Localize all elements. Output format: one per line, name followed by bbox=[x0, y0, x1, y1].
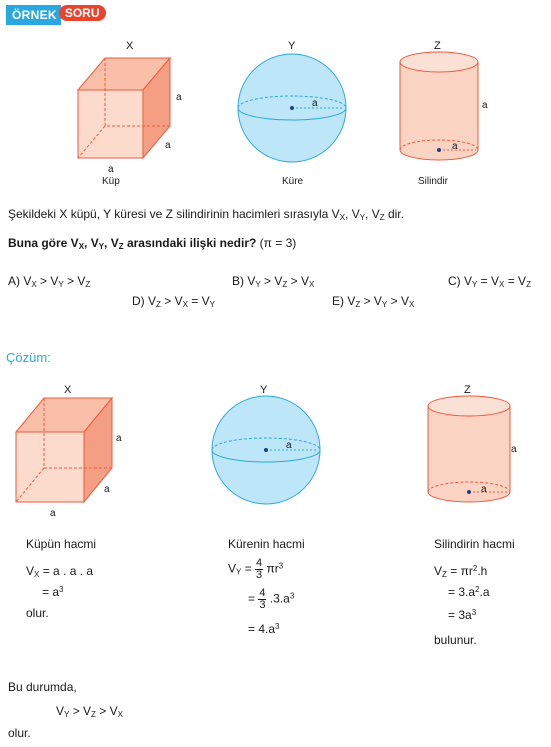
fig-y-letter: Y bbox=[288, 40, 296, 52]
cylinder-volume-line3: = $3a^3$ bbox=[448, 608, 477, 622]
sol-y-letter: Y bbox=[260, 384, 268, 396]
cube-volume-heading: Küpün hacmi bbox=[26, 537, 97, 551]
sphere-volume-line3: = $4.a^3$ bbox=[248, 622, 280, 636]
sol-sphere-figure bbox=[210, 394, 322, 506]
sol-x-bottom: a bbox=[50, 508, 56, 519]
fig-x-side: a bbox=[165, 140, 171, 151]
cube-figure bbox=[70, 52, 190, 164]
option-c[interactable]: C) $V_Y = V_X = V_Z$ bbox=[448, 274, 531, 289]
sphere-figure bbox=[236, 52, 348, 164]
cylinder-volume-heading: Silindirin hacmi bbox=[434, 537, 515, 551]
sphere-volume-line2: = $\frac{4}{3}$ $.3.a^3$ bbox=[248, 587, 295, 611]
fraction-4-3: $\frac{4}{3}$ bbox=[256, 557, 263, 581]
sphere-volume-line1: $V_Y$ = $\frac{4}{3}$ $\pi r^3$ bbox=[228, 557, 284, 581]
badge-right: SORU bbox=[59, 5, 106, 21]
cylinder-figure bbox=[396, 50, 482, 166]
fraction-4-3-b: $\frac{4}{3}$ bbox=[259, 587, 266, 611]
cylinder-volume-line2: = $3.a^2.a$ bbox=[448, 585, 490, 599]
fig-z-caption: Silindir bbox=[418, 176, 449, 187]
cube-volume-line2: = $a^3$ bbox=[42, 585, 64, 599]
cylinder-volume-line4: bulunur. bbox=[434, 633, 477, 647]
badge-left: ÖRNEK bbox=[6, 5, 61, 25]
fig-x-caption: Küp bbox=[102, 176, 120, 187]
cylinder-volume-line1: $V_Z = \pi r^2.h$ bbox=[434, 564, 488, 579]
sol-z-radius: a bbox=[481, 484, 487, 495]
fig-z-height: a bbox=[482, 100, 488, 111]
fig-x-bottom: a bbox=[108, 164, 114, 175]
option-e[interactable]: E) $V_Z > V_Y > V_X$ bbox=[332, 294, 415, 309]
sol-x-side: a bbox=[116, 433, 122, 444]
fig-z-radius: a bbox=[452, 141, 458, 152]
cube-volume-line3: olur. bbox=[26, 606, 49, 620]
sol-y-radius: a bbox=[286, 440, 292, 451]
sol-x-letter: X bbox=[64, 384, 72, 396]
question-statement: Şekildeki X küpü, Y küresi ve Z silindirinin hacimleri sırasıyla $V_X$, $V_Y$, $V_Z$ dir. bbox=[8, 207, 404, 222]
option-a[interactable]: A) $V_X > V_Y > V_Z$ bbox=[8, 274, 91, 289]
ornek-soru-badge bbox=[6, 5, 106, 25]
solution-title: Çözüm: bbox=[6, 350, 51, 365]
fig-x-letter: X bbox=[126, 40, 134, 52]
sol-x-side2: a bbox=[104, 484, 110, 495]
sphere-volume-heading: Kürenin hacmi bbox=[228, 537, 305, 551]
conclusion-end: olur. bbox=[8, 726, 31, 740]
question-ask: Buna göre $V_X$, $V_Y$, $V_Z$ arasındaki ilişki nedir? (π = 3) bbox=[8, 236, 297, 251]
option-d[interactable]: D) $V_Z > V_X = V_Y$ bbox=[132, 294, 215, 309]
sol-z-letter: Z bbox=[464, 384, 471, 396]
conclusion-intro: Bu durumda, bbox=[8, 680, 77, 694]
fig-y-radius: a bbox=[312, 98, 318, 109]
option-b[interactable]: B) $V_Y > V_Z > V_X$ bbox=[232, 274, 315, 289]
fig-y-caption: Küre bbox=[282, 176, 304, 187]
conclusion-relation: $V_Y > V_Z > V_X$ bbox=[56, 704, 123, 719]
sol-cylinder-figure bbox=[424, 394, 514, 506]
cube-volume-line1: $V_X = a$ . a . a bbox=[26, 564, 94, 579]
fig-z-letter: Z bbox=[434, 40, 441, 52]
sol-z-height: a bbox=[511, 444, 517, 455]
fig-x-edge: a bbox=[176, 92, 182, 103]
